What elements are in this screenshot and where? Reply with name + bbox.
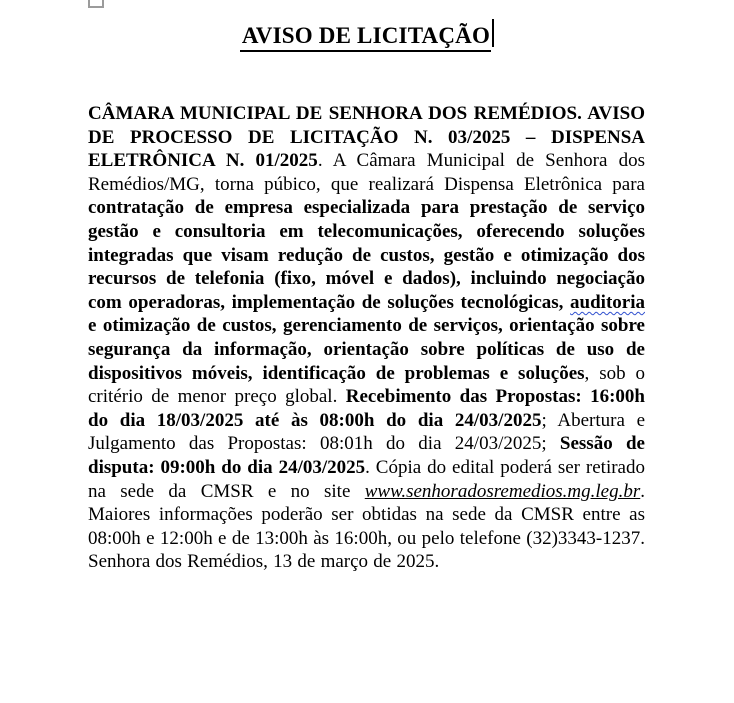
page-title[interactable]: AVISO DE LICITAÇÃO: [240, 23, 491, 52]
run-copia: . Cópia do edital poderá ser retirado na sede da CMSR e no site: [88, 456, 645, 502]
run-abertura: ; Abertura e Julgamento das Propostas: 08:01h do dia 24/03/2025;: [88, 409, 645, 455]
run-auditoria-squiggle: auditoria: [570, 291, 645, 313]
run-recebimento-bold: Recebimento das Propostas: 16:00h do dia 18/03/2025 até às 08:00h do dia 24/03/2025: [88, 386, 645, 431]
notice-paragraph[interactable]: [88, 102, 645, 574]
run-heading: CÂMARA MUNICIPAL DE SENHORA DOS REMÉDIOS. AVISO DE PROCESSO DE LICITAÇÃO N. 03/2025 – DISPENSA ELETRÔNICA N. 01/2025: [88, 103, 645, 172]
run-criterio: , sob o critério de menor preço global.: [88, 362, 645, 408]
run-intro: . A Câmara Municipal de Senhora dos Remédios/MG, torna púbico, que realizará Dispensa Eletrônica para: [88, 150, 646, 195]
title-line: [0, 19, 734, 52]
run-object-bold-cont: e otimização de custos, gerenciamento de serviços, orientação sobre segurança da informação, orientação sobre políticas de uso de dispositivos móveis, identificação de problemas e soluções: [88, 315, 645, 384]
text-cursor: [492, 19, 494, 47]
checkbox-outline-icon[interactable]: [88, 0, 104, 8]
run-object-bold: contratação de empresa especializada para prestação de serviço gestão e consultoria em telecomunicações, oferecendo soluções integradas que visam redução de custos, gestão e otimização dos recursos de telefonia (fixo, móvel e dados), incluindo negociação com operadoras, implementação de soluções tecnológicas,: [88, 197, 645, 313]
run-sessao-bold: Sessão de disputa: 09:00h do dia 24/03/2025: [88, 433, 645, 478]
website-link[interactable]: www.senhoradosremedios.mg.leg.br: [364, 480, 641, 502]
run-closing: . Maiores informações poderão ser obtidas na sede da CMSR entre as 08:00h e 12:00h e de 13:00h às 16:00h, ou pelo telefone (32)3343-1237. Senhora dos Remédios, 13 de março de 2025.: [88, 480, 645, 573]
